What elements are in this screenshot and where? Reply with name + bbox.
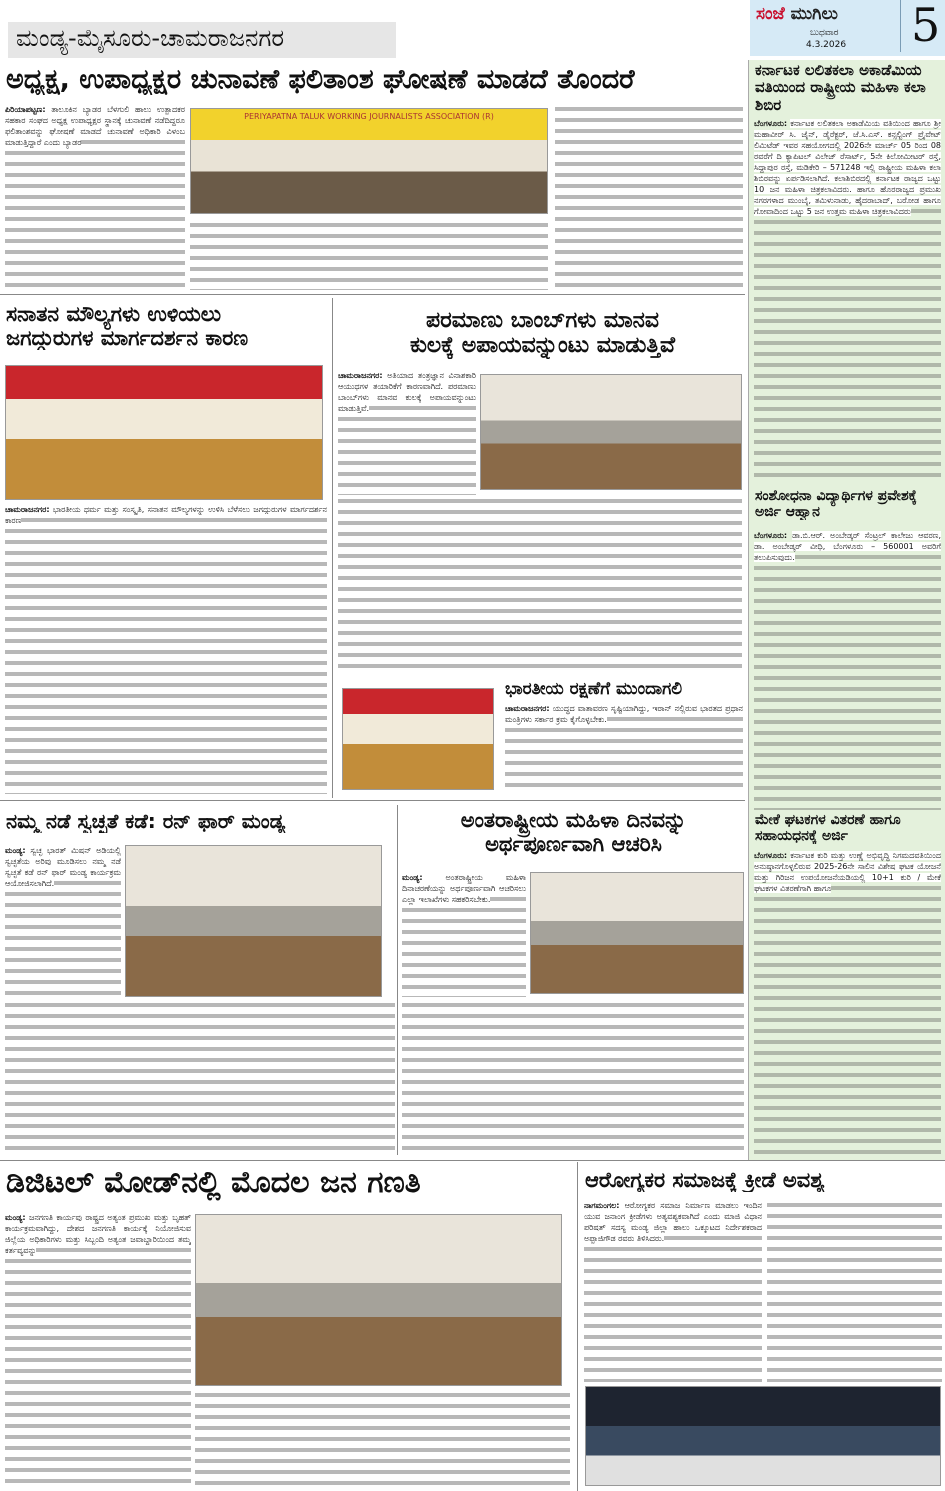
photo: PERIYAPATNA TALUK WORKING JOURNALISTS ASSOCIATION (R)	[190, 108, 548, 214]
article-body: ಚಾಮರಾಜನಗರ: ಯುದ್ಧದ ವಾತಾವರಣ ಸೃಷ್ಟಿಯಾಗಿದ್ದು, ಇರಾನ್ ನಲ್ಲಿರುವ ಭಾರತದ ಪ್ರಧಾನ ಮಂತ್ರಿಗಳು ಸರ್ಕಾರ ಕ್ರಮ ಕೈಗೊಳ್ಳಬೇಕು.	[505, 703, 743, 793]
headline: ಭಾರತೀಯ ರಕ್ಷಣೆಗೆ ಮುಂದಾಗಲಿ	[505, 680, 683, 699]
article-body: ಬೆಂಗಳೂರು: ಕರ್ನಾಟಕ ಲಲಿತಕಲಾ ಅಕಾಡೆಮಿಯ ವತಿಯಿಂದ ಹಾಗೂ ಶ್ರೀ ಮಹಾವೀರ್ ಸಿ. ಜೈನ್, ಡೈರೆಕ್ಟರ್, ಜೆ.ಸಿ.ಎಸ್. ಕನ್ಸಲ್ಟಿಂಗ್ ಪ್ರೈವೇಟ್ ಲಿಮಿಟೆಡ್ ಇವರ ಸಹಯೋಗದಲ್ಲಿ 2026ನೇ ಮಾರ್ಚ್ 05 ರಿಂದ 08 ರವರೆಗೆ ದಿ ಕ್ಯಾಪಿಟಲ್ ವಿಲೇಜ್ ರೆಸಾರ್ಟ್, 5ನೇ ಕಿಲೋಮೀಟರ್ ರಸ್ತೆ, ಸಿದ್ದಾಪುರ ರಸ್ತೆ, ಮಡಿಕೇರಿ – 571248 ಇಲ್ಲಿ ರಾಷ್ಟ್ರೀಯ ಮಹಿಳಾ ಕಲಾ ಶಿಬಿರವನ್ನು ಏರ್ಪಡಿಸಲಾಗಿದೆ. ಕಲಾಶಿಬಿರದಲ್ಲಿ ಕರ್ನಾಟಕ ರಾಜ್ಯದ ಒಟ್ಟು 10 ಜನ ಮಹಿಳಾ ಚಿತ್ರಕಲಾವಿದರು. ಹಾಗೂ ಹೊರರಾಜ್ಯದ ಪ್ರಮುಖ ನಗರಗಳಾದ ಮುಂಬೈ, ತಮಿಳುನಾಡು, ಹೈದರಾಬಾದ್, ಬರೋಡ ಹಾಗೂ ಗೋವಾದಿಂದ ಒಟ್ಟು 5 ಜನ ಉತ್ತಮ ಮಹಿಳಾ ಚಿತ್ರಕಲಾವಿದರು	[754, 118, 941, 483]
article-body	[555, 104, 743, 290]
photo	[530, 872, 744, 994]
article-body	[190, 220, 548, 290]
headline: ಅಂತರಾಷ್ಟ್ರೀಯ ಮಹಿಳಾ ದಿನವನ್ನು ಅರ್ಥಪೂರ್ಣವಾಗಿ ಆಚರಿಸಿ	[460, 808, 687, 857]
divider	[0, 294, 745, 295]
article-body: ಪಿರಿಯಾಪಟ್ಟಣ: ತಾಲೂಕಿನ ಬ್ಯಾಡರ ಬೆಳಗುಲಿ ಹಾಲು ಉತ್ಪಾದಕರ ಸಹಕಾರ ಸಂಘದ ಅಧ್ಯಕ್ಷ ಉಪಾಧ್ಯಕ್ಷರ ಸ್ಥಾನಕ್ಕೆ ಚುನಾವಣೆ ನಡೆದಿದ್ದರೂ ಫಲಿತಾಂಶವನ್ನು ಘೋಷಣೆ ಮಾಡದೆ ಚುನಾವಣೆ ಅಧಿಕಾರಿ ವಿಳಂಬ ಮಾಡುತ್ತಿದ್ದಾರೆ ಎಂದು ಬ್ಯಾಡರ	[5, 104, 185, 290]
article-body	[338, 496, 742, 674]
article-body: ಬೆಂಗಳೂರು: ಡಾ.ಬಿ.ಆರ್. ಅಂಬೇಡ್ಕರ್ ಸೆಂಟ್ರಲ್ ಕಾಲೇಜು ಆವರಣ, ಡಾ. ಅಂಬೇಡ್ಕರ್ ವೀಧಿ, ಬೆಂಗಳೂರು – 560001 ಅವರಿಗೆ ತಲುಪಿಸುವುದು.	[754, 530, 941, 810]
article-body: ನಾಗಮಂಗಲ: ಆರೋಗ್ಯಕರ ಸಮಾಜ ನಿರ್ಮಾಣ ಮಾಡಲು ಇಂದಿನ ಯುವ ಜನಾಂಗ ಕ್ರೀಡೆಗಳು ಅತ್ಯವಶ್ಯಕವಾಗಿದೆ ಎಂದು ಮಾಜಿ ವಿಧಾನ ಪರಿಷತ್ ಸದಸ್ಯ ಮಂಡ್ಯ ಜಿಲ್ಲಾ ಹಾಲು ಒಕ್ಕೂಟದ ನಿರ್ದೇಶಕರಾದ ಅಪ್ಪಾಜಿಗೌಡ ರವರು ತಿಳಿಸಿದರು.	[584, 1200, 762, 1382]
headline: ಪರಮಾಣು ಬಾಂಬ್‌ಗಳು ಮಾನವ ಕುಲಕ್ಕೆ ಅಪಾಯವನ್ನುಂಟು ಮಾಡುತ್ತಿವೆ	[410, 308, 675, 359]
article-body: ಚಾಮರಾಜನಗರ: ಭಾರತೀಯ ಧರ್ಮ ಮತ್ತು ಸಂಸ್ಕೃತಿ, ಸನಾತನ ಮೌಲ್ಯಗಳನ್ನು ಉಳಿಸಿ ಬೆಳೆಸಲು ಜಗದ್ಗುರುಗಳ ಮಾರ್ಗದರ್ಶನ ಕಾರಣ	[5, 504, 327, 794]
section-title: ಮಂಡ್ಯ-ಮೈಸೂರು-ಚಾಮರಾಜನಗರ	[8, 22, 396, 58]
headline: ನಮ್ಮ ನಡೆ ಸ್ವಚ್ಛತೆ ಕಡೆ: ರನ್ ಫಾರ್ ಮಂಡ್ಯ	[6, 810, 286, 833]
article-body: ಮಂಡ್ಯ: ಜನಗಣತಿ ಕಾರ್ಯವು ರಾಷ್ಟ್ರದ ಅತ್ಯಂತ ಪ್ರಮುಖ ಮತ್ತು ಬೃಹತ್ ಕಾರ್ಯಕ್ರಮವಾಗಿದ್ದು, ದೇಶದ ಜನಗಣತಿ ಕಾರ್ಯಕ್ಕೆ ನಿಯೋಜಿಸುವ ಜಿಲ್ಲೆಯ ಅಧಿಕಾರಿಗಳು ಮತ್ತು ಸಿಬ್ಬಂದಿ ಅತ್ಯಂತ ಜವಾಬ್ದಾರಿಯಿಂದ ತಮ್ಮ ಕರ್ತವ್ಯವನ್ನು	[5, 1212, 191, 1487]
headline: ಕರ್ನಾಟಕ ಲಲಿತಕಲಾ ಅಕಾಡೆಮಿಯ ವತಿಯಿಂದ ರಾಷ್ಟ್ರೀಯ ಮಹಿಳಾ ಕಲಾ ಶಿಬಿರ	[755, 62, 926, 114]
photo	[342, 688, 494, 790]
photo	[585, 1386, 941, 1486]
masthead	[750, 0, 945, 56]
day: ಬುಧವಾರ	[810, 28, 839, 38]
photo	[480, 374, 742, 490]
article-body: ಮಂಡ್ಯ: ಅಂತರಾಷ್ಟ್ರೀಯ ಮಹಿಳಾ ದಿನಾಚರಣೆಯನ್ನು ಅರ್ಥಪೂರ್ಣವಾಗಿ ಆಚರಿಸಲು ಎಲ್ಲಾ ಇಲಾಖೆಗಳು ಸಹಕರಿಸಬೇಕು.	[402, 872, 526, 997]
date: 4.3.2026	[806, 40, 847, 50]
article-body: ಮಂಡ್ಯ: ಸ್ವಚ್ಛ ಭಾರತ್ ಮಿಷನ್ ಅಡಿಯಲ್ಲಿ ಸ್ವಚ್ಛತೆಯ ಅರಿವು ಮೂಡಿಸಲು ನಮ್ಮ ನಡೆ ಸ್ವಚ್ಛತೆ ಕಡೆ ರನ್ ಫಾರ್ ಮಂಡ್ಯ ಕಾರ್ಯಕ್ರಮ ಆಯೋಜಿಸಲಾಗಿದೆ.	[5, 845, 121, 995]
divider	[397, 805, 398, 1155]
sidebar-column	[748, 60, 945, 1160]
article-body	[195, 1390, 570, 1487]
article-body: ಬೆಂಗಳೂರು: ಕರ್ನಾಟಕ ಕುರಿ ಮತ್ತು ಉಣ್ಣೆ ಅಭಿವೃದ್ಧಿ ನಿಗಮದವತಿಯಿಂದ ಅನುಷ್ಠಾನಗೊಳ್ಳಲಿರುವ 2025-26ನೇ ಸಾಲಿನ ವಿಶೇಷ ಘಟಕ ಯೋಜನೆ ಮತ್ತು ಗಿರಿಜನ ಉಪಯೋಜನೆಯಡಿಯಲ್ಲಿ 10+1 ಕುರಿ / ಮೇಕೆ ಘಟಕಗಳ ವಿತರಣೆಗಾಗಿ ಹಾಗೂ	[754, 850, 941, 1155]
article-body	[767, 1200, 942, 1382]
article-body	[5, 1000, 395, 1155]
divider	[332, 298, 333, 798]
logo: ಸಂಜೆ ಮುಗಿಲು	[756, 4, 838, 24]
article-body	[402, 1000, 744, 1155]
headline: ಮೇಕೆ ಘಟಕಗಳ ವಿತರಣೆ ಹಾಗೂ ಸಹಾಯಧನಕ್ಕೆ ಅರ್ಜಿ	[755, 812, 901, 845]
headline: ಆರೋಗ್ಯಕರ ಸಮಾಜಕ್ಕೆ ಕ್ರೀಡೆ ಅವಶ್ಯ	[585, 1168, 825, 1192]
divider	[0, 1160, 945, 1161]
photo	[125, 845, 382, 997]
divider	[0, 800, 745, 801]
headline: ಅಧ್ಯಕ್ಷ, ಉಪಾಧ್ಯಕ್ಷರ ಚುನಾವಣೆ ಫಲಿತಾಂಶ ಘೋಷಣೆ ಮಾಡದೆ ತೊಂದರೆ	[6, 64, 635, 95]
photo	[195, 1214, 562, 1386]
divider	[577, 1162, 578, 1491]
headline: ಸಂಶೋಧನಾ ವಿದ್ಯಾರ್ಥಿಗಳ ಪ್ರವೇಶಕ್ಕೆ ಅರ್ಜಿ ಆಹ್ವಾನ	[755, 488, 917, 521]
headline: ಸನಾತನ ಮೌಲ್ಯಗಳು ಉಳಿಯಲು ಜಗದ್ಗುರುಗಳ ಮಾರ್ಗದರ್ಶನ ಕಾರಣ	[6, 302, 249, 351]
page-number: 5	[900, 0, 940, 52]
headline: ಡಿಜಿಟಲ್ ಮೋಡ್‌ನಲ್ಲಿ ಮೊದಲ ಜನ ಗಣತಿ	[6, 1166, 421, 1200]
article-body: ಚಾಮರಾಜನಗರ: ಅತಿಯಾದ ತಂತ್ರಜ್ಞಾನ ವಿನಾಶಕಾರಿ ಆಯುಧಗಳ ತಯಾರಿಕೆಗೆ ಕಾರಣವಾಗಿದೆ. ಪರಮಾಣು ಬಾಂಬ್‌ಗಳು ಮಾನವ ಕುಲಕ್ಕೆ ಅಪಾಯವನ್ನುಂಟು ಮಾಡುತ್ತಿವೆ.	[338, 370, 476, 495]
photo	[5, 365, 323, 500]
